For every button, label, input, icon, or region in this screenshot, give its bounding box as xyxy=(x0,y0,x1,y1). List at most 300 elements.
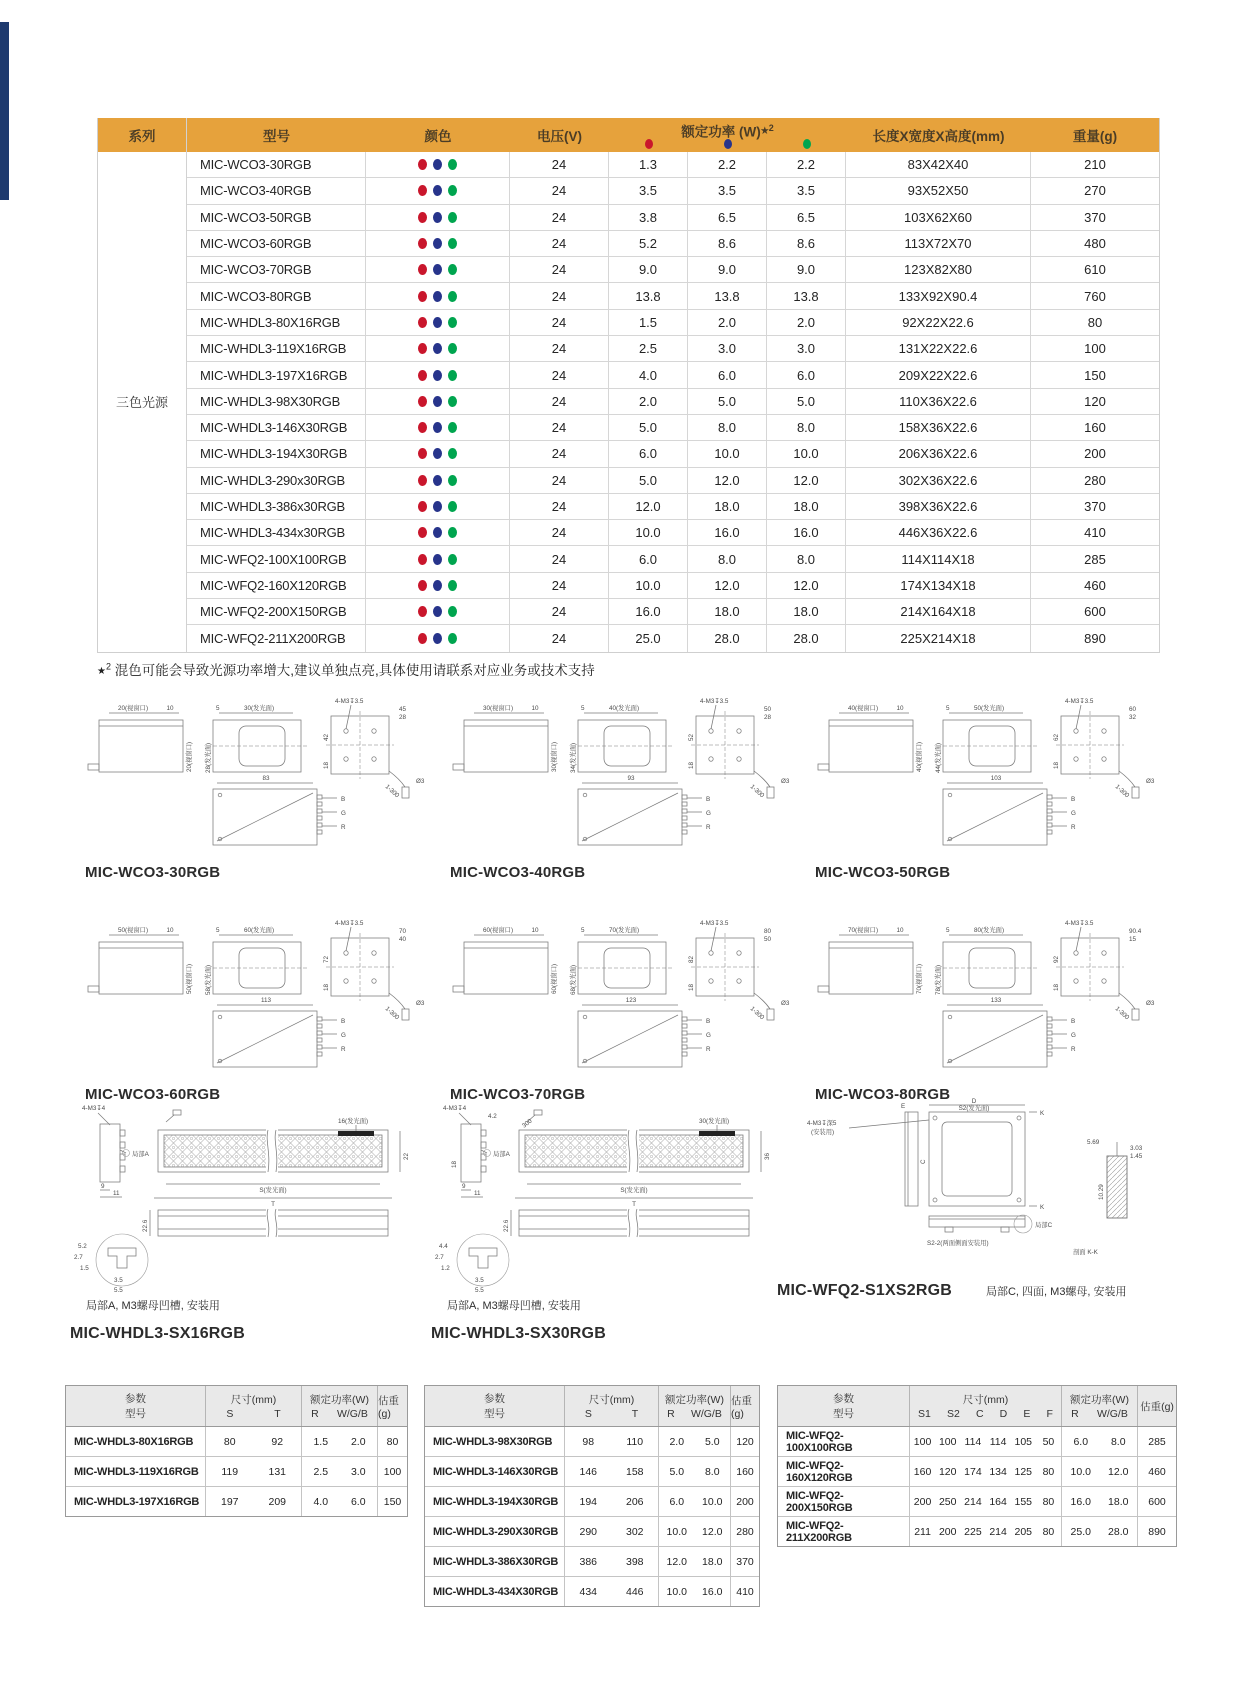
cell-model: MIC-WFQ2-160X120RGB xyxy=(187,573,366,598)
cell-size: 100 100 114 114 105 50 xyxy=(910,1427,1062,1456)
drawing-group xyxy=(450,693,810,881)
cell-model: MIC-WHDL3-119X16RGB xyxy=(187,336,366,361)
cell-weight: 150 xyxy=(1084,367,1106,383)
cell-weight: 160 xyxy=(1084,420,1106,436)
spec-table xyxy=(97,118,1160,653)
cell-model: MIC-WHDL3-197X16RGB xyxy=(187,362,366,387)
cell-power-blue: 12.0 xyxy=(688,468,767,493)
cell-voltage: 24 xyxy=(510,494,609,519)
col-header-power xyxy=(609,118,846,152)
cell-color xyxy=(366,205,510,230)
col-header-model: 型号 xyxy=(263,129,290,144)
param-table-rows xyxy=(778,1427,1176,1546)
cell-voltage: 24 xyxy=(510,441,609,466)
cell-model: MIC-WCO3-70RGB xyxy=(187,257,366,282)
dim-label: C xyxy=(920,1159,927,1164)
cell-size: 290 302 xyxy=(565,1517,659,1546)
cell-weight: 410 xyxy=(736,1585,754,1598)
param-table-header xyxy=(66,1386,407,1427)
cell-model: MIC-WHDL3-434x30RGB xyxy=(187,520,366,545)
blue-dot-icon xyxy=(433,580,442,591)
drawing-group xyxy=(815,693,1175,881)
cell-power-green: 12.0 xyxy=(767,573,846,598)
param-table-header xyxy=(425,1386,759,1427)
technical-drawing xyxy=(450,693,810,861)
drawing-caption: MIC-WHDL3-SX30RGB xyxy=(431,1325,606,1342)
cell-power-green: 13.8 xyxy=(767,283,846,308)
cell-dims: 123X82X80 xyxy=(846,257,1031,282)
cell-power: 4.0 6.0 xyxy=(302,1487,378,1516)
table-row xyxy=(187,573,1159,599)
page-accent-bar xyxy=(0,22,9,200)
cell-power: 2.5 3.0 xyxy=(302,1457,378,1486)
col-header-size: 尺寸(mm) S T xyxy=(206,1386,302,1426)
cell-color xyxy=(366,336,510,361)
table-row xyxy=(778,1427,1176,1457)
cell-voltage: 24 xyxy=(510,283,609,308)
col-header-color: 颜色 xyxy=(424,129,452,144)
cell-power-blue: 6.5 xyxy=(688,205,767,230)
red-dot-icon xyxy=(418,580,427,591)
dim-label: 78(发光面) xyxy=(935,964,942,995)
drawing-group xyxy=(815,915,1175,1103)
cell-weight: 410 xyxy=(1084,525,1106,541)
blue-dot-icon xyxy=(433,501,442,512)
technical-drawing xyxy=(70,1098,415,1294)
green-dot-icon xyxy=(448,212,457,223)
cell-size: 160 120 174 134 125 80 xyxy=(910,1457,1062,1486)
cable-label: 1-300 xyxy=(1113,1005,1131,1022)
cell-power-red: 10.0 xyxy=(609,573,688,598)
dim-label: 70(发光面) xyxy=(608,927,640,934)
wire-label: B xyxy=(341,1018,346,1025)
cell-weight: 890 xyxy=(1084,630,1106,646)
table-row xyxy=(425,1517,759,1547)
cell-power-green: 6.5 xyxy=(767,205,846,230)
dim-label: E xyxy=(901,1103,906,1110)
dim-label: Ø3 xyxy=(781,778,790,785)
dim-label: 90.4 xyxy=(1129,928,1142,935)
cell-power: 1.5 2.0 xyxy=(302,1427,378,1456)
drawing-group xyxy=(70,1098,415,1343)
cell-dims: 113X72X70 xyxy=(846,231,1031,256)
screw-label: 4-M3↧3.5 xyxy=(700,698,729,705)
wco3-drawings xyxy=(85,693,1185,1103)
cell-power: 16.0 18.0 xyxy=(1062,1487,1138,1516)
dim-label: 1.5 xyxy=(80,1265,89,1272)
cell-power-green: 6.0 xyxy=(767,362,846,387)
cell-power-red: 2.0 xyxy=(609,389,688,414)
cell-power-green: 18.0 xyxy=(767,599,846,624)
dim-label: 45 xyxy=(399,706,407,713)
dim-label: 18 xyxy=(1053,761,1060,769)
technical-drawing xyxy=(450,915,810,1083)
cell-voltage: 24 xyxy=(510,546,609,571)
green-dot-icon xyxy=(448,264,457,275)
table-row xyxy=(425,1547,759,1577)
col-header-dims: 长度X宽度X高度(mm) xyxy=(872,129,1005,144)
cell-dims: 209X22X22.6 xyxy=(846,362,1031,387)
cell-power-blue: 8.0 xyxy=(688,415,767,440)
blue-dot-icon xyxy=(433,606,442,617)
cell-color xyxy=(366,520,510,545)
cell-power-red: 4.0 xyxy=(609,362,688,387)
col-header-weight: 估重(g) xyxy=(378,1394,399,1420)
cell-color xyxy=(366,257,510,282)
param-table-whdl3-16 xyxy=(65,1385,408,1517)
red-dot-icon xyxy=(418,317,427,328)
dim-label: 9 xyxy=(101,1183,105,1190)
cell-color xyxy=(366,310,510,335)
cell-voltage: 24 xyxy=(510,178,609,203)
cell-color xyxy=(366,362,510,387)
wfq2-drawing-group xyxy=(777,1098,1177,1343)
cable-label: 1-300 xyxy=(748,1005,766,1022)
cell-voltage: 24 xyxy=(510,468,609,493)
wire-label: B xyxy=(706,796,711,803)
dim-label: 70(视窗口) xyxy=(916,963,923,994)
cell-power-red: 3.5 xyxy=(609,178,688,203)
cell-model: MIC-WHDL3-119X16RGB xyxy=(66,1457,206,1486)
dim-label: 52 xyxy=(688,733,695,741)
screw-label: 4-M3↧3.5 xyxy=(335,698,364,705)
dim-label: 80 xyxy=(764,928,772,935)
green-dot-icon xyxy=(803,139,811,149)
table-row xyxy=(187,310,1159,336)
cell-color xyxy=(366,625,510,651)
dim-label: 62 xyxy=(1053,733,1060,741)
cell-dims: 114X114X18 xyxy=(846,546,1031,571)
cell-power: 2.0 5.0 xyxy=(659,1427,731,1456)
cell-voltage: 24 xyxy=(510,205,609,230)
table-row xyxy=(187,152,1159,178)
cable-label: 1-300 xyxy=(383,1005,401,1022)
dim-label: 18 xyxy=(323,983,330,991)
cell-dims: 133X92X90.4 xyxy=(846,283,1031,308)
blue-dot-icon xyxy=(433,185,442,196)
dim-label: 36 xyxy=(764,1152,771,1160)
cell-weight: 80 xyxy=(1087,314,1103,330)
cell-power-blue: 18.0 xyxy=(688,494,767,519)
cell-voltage: 24 xyxy=(510,415,609,440)
red-dot-icon xyxy=(418,527,427,538)
red-dot-icon xyxy=(418,264,427,275)
cell-power-green: 8.0 xyxy=(767,415,846,440)
cell-power-green: 12.0 xyxy=(767,468,846,493)
dim-label: 5.69 xyxy=(1087,1139,1100,1146)
col-header-series: 系列 xyxy=(98,118,186,152)
red-dot-icon xyxy=(418,448,427,459)
dim-label: Ø3 xyxy=(1146,1000,1155,1007)
dim-label: 72 xyxy=(323,955,330,963)
dim-label: 5 xyxy=(216,927,220,934)
cell-dims: 92X22X22.6 xyxy=(846,310,1031,335)
dim-label: 9 xyxy=(462,1183,466,1190)
dim-label: T xyxy=(632,1201,636,1208)
bar-light-drawings xyxy=(70,1098,1177,1343)
red-dot-icon xyxy=(418,159,427,170)
dim-label: Ø3 xyxy=(416,1000,425,1007)
drawing-note: 局部C, 四面, M3螺母, 安装用 xyxy=(985,1286,1127,1298)
cell-dims: 131X22X22.6 xyxy=(846,336,1031,361)
wire-label: B xyxy=(1071,1018,1076,1025)
dim-label: 10 xyxy=(896,705,904,712)
cell-voltage: 24 xyxy=(510,599,609,624)
cell-power: 5.0 8.0 xyxy=(659,1457,731,1486)
wfq2-caption-row xyxy=(777,1282,1177,1300)
cell-power-blue: 12.0 xyxy=(688,573,767,598)
drawing-caption: MIC-WCO3-80RGB xyxy=(815,1086,951,1103)
cell-weight: 370 xyxy=(1084,209,1106,225)
cell-power: 10.0 12.0 xyxy=(659,1517,731,1546)
cell-power-red: 16.0 xyxy=(609,599,688,624)
cell-model: MIC-WHDL3-98X30RGB xyxy=(187,389,366,414)
dim-label: 30(发光面) xyxy=(699,1118,730,1125)
cell-model: MIC-WHDL3-194X30RGB xyxy=(425,1487,565,1516)
cell-dims: 302X36X22.6 xyxy=(846,468,1031,493)
cell-weight: 120 xyxy=(1084,393,1106,409)
cell-weight: 480 xyxy=(1084,236,1106,252)
dim-label: 133 xyxy=(990,997,1002,1004)
blue-dot-icon xyxy=(433,291,442,302)
cell-color xyxy=(366,178,510,203)
dim-label: 22.6 xyxy=(503,1219,510,1232)
drawing-caption: MIC-WCO3-50RGB xyxy=(815,864,951,881)
table-row xyxy=(425,1487,759,1517)
drawing-caption: MIC-WCO3-30RGB xyxy=(85,864,221,881)
dim-label: 2.7 xyxy=(435,1254,444,1261)
dim-label: 50 xyxy=(764,936,772,943)
cell-voltage: 24 xyxy=(510,389,609,414)
drawing-note: 局部A, M3螺母凹槽, 安装用 xyxy=(86,1300,220,1312)
dim-label: 18 xyxy=(1053,983,1060,991)
cell-size: 146 158 xyxy=(565,1457,659,1486)
dim-label: 5 xyxy=(581,927,585,934)
cell-model: MIC-WHDL3-290X30RGB xyxy=(425,1517,565,1546)
green-dot-icon xyxy=(448,554,457,565)
drawing-caption: MIC-WFQ2-S1XS2RGB xyxy=(777,1282,952,1299)
table-row xyxy=(187,336,1159,362)
dim-label: 32 xyxy=(1129,714,1137,721)
dim-label: 10 xyxy=(531,705,539,712)
red-dot-icon xyxy=(418,291,427,302)
cell-power: 10.0 16.0 xyxy=(659,1577,731,1606)
cell-color xyxy=(366,415,510,440)
cell-voltage: 24 xyxy=(510,257,609,282)
screw-label: 4-M3↧3.5 xyxy=(700,920,729,927)
cell-size: 194 206 xyxy=(565,1487,659,1516)
cell-power-green: 8.0 xyxy=(767,546,846,571)
dim-label: 68(发光面) xyxy=(570,964,577,995)
cell-weight: 200 xyxy=(736,1495,754,1508)
dim-label: 70 xyxy=(399,928,407,935)
cell-power-red: 1.3 xyxy=(609,152,688,177)
table-row xyxy=(187,389,1159,415)
cell-size: 386 398 xyxy=(565,1547,659,1576)
table-row xyxy=(425,1457,759,1487)
dim-label: 60(视窗口) xyxy=(551,963,558,994)
dim-label: 3.03 xyxy=(1130,1145,1143,1152)
technical-drawing xyxy=(85,915,445,1083)
cable-label: 1-300 xyxy=(383,783,401,800)
red-dot-icon xyxy=(418,501,427,512)
green-dot-icon xyxy=(448,317,457,328)
cell-dims: 225X214X18 xyxy=(846,625,1031,651)
dim-label: 22 xyxy=(403,1152,410,1160)
spec-table-header xyxy=(187,118,1159,152)
table-row xyxy=(187,257,1159,283)
detail-label: 局部A xyxy=(132,1151,149,1158)
table-row xyxy=(778,1487,1176,1517)
cell-dims: 93X52X50 xyxy=(846,178,1031,203)
dim-label: 40 xyxy=(399,936,407,943)
cell-power-green: 28.0 xyxy=(767,625,846,651)
cell-power-green: 3.0 xyxy=(767,336,846,361)
dim-label: D xyxy=(971,1098,977,1105)
cell-color xyxy=(366,573,510,598)
cell-power-green: 10.0 xyxy=(767,441,846,466)
cell-color xyxy=(366,152,510,177)
green-dot-icon xyxy=(448,475,457,486)
dim-label: 16(发光面) xyxy=(338,1118,369,1125)
dim-label: 92 xyxy=(1053,955,1060,963)
cell-power-red: 13.8 xyxy=(609,283,688,308)
cell-size: 119 131 xyxy=(206,1457,302,1486)
cell-weight: 285 xyxy=(1148,1435,1166,1448)
table-row xyxy=(187,468,1159,494)
cell-model: MIC-WHDL3-386X30RGB xyxy=(425,1547,565,1576)
cell-weight: 890 xyxy=(1148,1525,1166,1538)
dim-label: 11 xyxy=(113,1190,120,1197)
dim-label: 22.6 xyxy=(142,1219,149,1232)
table-row xyxy=(187,599,1159,625)
dim-label: 80(发光面) xyxy=(973,927,1005,934)
cell-power-red: 5.2 xyxy=(609,231,688,256)
cell-size: 211 200 225 214 205 80 xyxy=(910,1517,1062,1546)
screw-label: 4-M3↧3.5 xyxy=(335,920,364,927)
table-row xyxy=(187,362,1159,388)
dim-label: 20(视窗口) xyxy=(117,705,149,712)
param-table-rows xyxy=(425,1427,759,1606)
dim-label: 20(视窗口) xyxy=(186,741,193,772)
cell-voltage: 24 xyxy=(510,573,609,598)
wire-label: B xyxy=(706,1018,711,1025)
cell-power-blue: 8.6 xyxy=(688,231,767,256)
wire-label: G xyxy=(341,810,346,817)
col-header-weight: 重量(g) xyxy=(1072,129,1118,144)
green-dot-icon xyxy=(448,159,457,170)
dim-label: 82 xyxy=(688,955,695,963)
table-row xyxy=(187,178,1159,204)
dim-label: 18 xyxy=(323,761,330,769)
dim-label: 42 xyxy=(323,733,330,741)
cell-model: MIC-WCO3-40RGB xyxy=(187,178,366,203)
table-row xyxy=(425,1427,759,1457)
cell-power-green: 16.0 xyxy=(767,520,846,545)
power-header-title: 额定功率 $(W)^{★2}$ xyxy=(681,122,774,140)
dim-label: 10 xyxy=(166,705,174,712)
cell-color xyxy=(366,441,510,466)
dim-label: 113 xyxy=(260,997,272,1004)
cell-voltage: 24 xyxy=(510,310,609,335)
green-dot-icon xyxy=(448,606,457,617)
cell-size: 434 446 xyxy=(565,1577,659,1606)
table-row xyxy=(187,441,1159,467)
cell-voltage: 24 xyxy=(510,362,609,387)
cell-power-red: 10.0 xyxy=(609,520,688,545)
cell-model: MIC-WHDL3-386x30RGB xyxy=(187,494,366,519)
drawing-caption: MIC-WHDL3-SX16RGB xyxy=(70,1325,245,1342)
wire-label: B xyxy=(1071,796,1076,803)
dim-label: 4.2 xyxy=(488,1113,497,1120)
table-row xyxy=(187,231,1159,257)
blue-dot-icon xyxy=(433,370,442,381)
blue-dot-icon xyxy=(433,238,442,249)
wire-label: G xyxy=(341,1032,346,1039)
blue-dot-icon xyxy=(433,317,442,328)
blue-dot-icon xyxy=(433,475,442,486)
wire-label: R xyxy=(341,824,346,831)
cell-model: MIC-WHDL3-98X30RGB xyxy=(425,1427,565,1456)
technical-drawing xyxy=(431,1098,776,1294)
dim-label: 18 xyxy=(451,1160,458,1168)
drawing-note: 局部A, M3螺母凹槽, 安装用 xyxy=(447,1300,581,1312)
table-row xyxy=(66,1487,407,1516)
dim-label: Ø3 xyxy=(1146,778,1155,785)
cell-power: 6.0 8.0 xyxy=(1062,1427,1138,1456)
cell-weight: 120 xyxy=(736,1435,754,1448)
cell-power: 12.0 18.0 xyxy=(659,1547,731,1576)
cell-model: MIC-WHDL3-434X30RGB xyxy=(425,1577,565,1606)
cell-power-blue: 2.0 xyxy=(688,310,767,335)
col-header-param-model: 参数 型号 xyxy=(66,1386,206,1426)
cell-power-blue: 2.2 xyxy=(688,152,767,177)
cell-color xyxy=(366,599,510,624)
dim-label: Ø3 xyxy=(781,1000,790,1007)
detail-label: 局部A xyxy=(493,1151,510,1158)
drawing-group xyxy=(431,1098,776,1343)
cell-model: MIC-WFQ2-200X150RGB xyxy=(187,599,366,624)
blue-dot-icon xyxy=(433,554,442,565)
red-dot-icon xyxy=(418,606,427,617)
table-row xyxy=(187,205,1159,231)
table-row xyxy=(187,494,1159,520)
cell-power-blue: 13.8 xyxy=(688,283,767,308)
green-dot-icon xyxy=(448,238,457,249)
dim-label: 93 xyxy=(627,775,635,782)
cell-power: 25.0 28.0 xyxy=(1062,1517,1138,1546)
cell-model: MIC-WCO3-50RGB xyxy=(187,205,366,230)
param-table-rows xyxy=(66,1427,407,1516)
cell-dims: 206X36X22.6 xyxy=(846,441,1031,466)
footnote: ★$^2$ 混色可能会导致光源功率增大,建议单独点亮,具体使用请联系对应业务或技术支持 xyxy=(97,661,595,678)
green-dot-icon xyxy=(448,422,457,433)
dim-label: T xyxy=(271,1201,275,1208)
dim-label: 40(视窗口) xyxy=(847,705,879,712)
cell-color xyxy=(366,389,510,414)
cell-model: MIC-WFQ2-211X200RGB xyxy=(187,625,366,651)
cell-weight: 80 xyxy=(386,1435,399,1448)
red-dot-icon xyxy=(418,343,427,354)
blue-dot-icon xyxy=(433,527,442,538)
blue-dot-icon xyxy=(724,139,732,149)
screw-label: 4-M3↧4 xyxy=(82,1105,106,1112)
blue-dot-icon xyxy=(433,422,442,433)
dim-label: 3.5 xyxy=(114,1277,123,1284)
cell-power-green: 3.5 xyxy=(767,178,846,203)
dim-label: S(发光面) xyxy=(259,1187,287,1194)
cell-size: 197 209 xyxy=(206,1487,302,1516)
